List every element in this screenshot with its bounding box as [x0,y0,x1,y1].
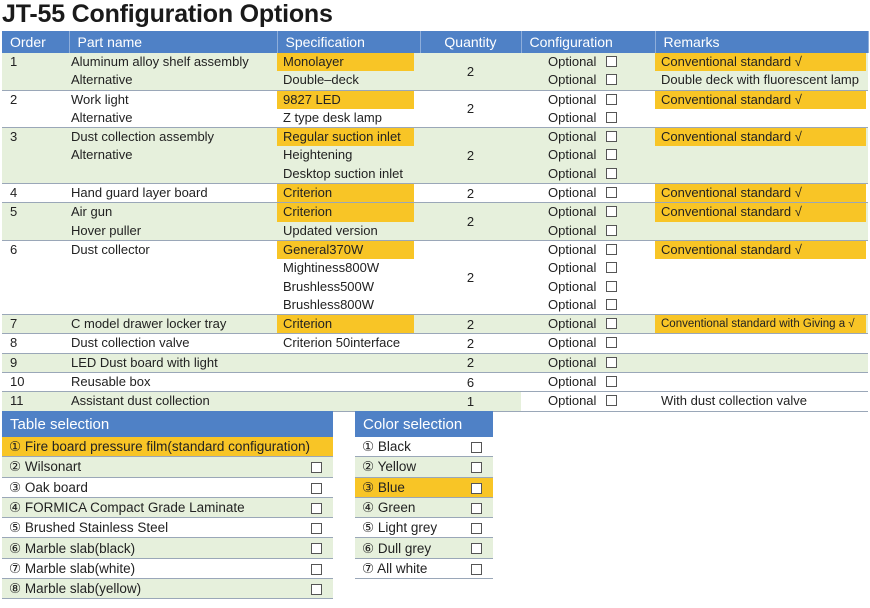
configuration-label: Optional [548,91,597,107]
configuration-option[interactable] [521,392,655,410]
configuration-option[interactable] [521,259,655,277]
table-row [2,203,868,241]
remarks-cell [655,53,868,90]
checkbox-icon[interactable] [606,131,617,142]
part-name: Hover puller [71,222,142,238]
part-name [69,259,277,277]
configuration-option[interactable] [521,373,655,391]
remarks-cell [655,373,868,392]
checkbox-icon[interactable] [606,206,617,217]
table-selection-header: Table selection [2,411,333,437]
specification-item: Criterion [277,315,414,333]
selection-option-cell[interactable] [2,437,333,457]
selection-option-label: ② Yellow [362,459,417,475]
specification-item: Heightening [283,147,353,163]
configuration-cell [521,334,655,353]
specification-item: Brushless800W [283,296,375,312]
checkbox-icon[interactable] [311,503,322,514]
remark-text [655,222,868,240]
configuration-option[interactable] [521,222,655,240]
specification-item: Brushless500W [283,278,375,294]
checkbox-icon[interactable] [606,149,617,160]
part-name-cell [69,53,277,90]
specification-item: Double–deck [283,72,359,88]
checkbox-icon[interactable] [311,523,322,534]
configuration-option[interactable] [521,354,655,372]
quantity-value: 6 [466,374,475,390]
order-cell [2,392,69,411]
specification-item: Z type desk lamp [283,109,382,125]
configuration-cell [521,203,655,241]
part-name-cell [69,128,277,184]
checkbox-icon[interactable] [606,244,617,255]
header-configuration: Configuration [521,31,655,53]
configuration-label: Optional [548,54,597,69]
selection-option[interactable] [355,518,493,538]
selection-option[interactable] [2,437,333,457]
configuration-cell [521,373,655,392]
configuration-option[interactable] [521,128,655,146]
checkbox-icon[interactable] [311,543,322,554]
remark-text [655,165,868,183]
table-row [2,392,868,411]
selection-option-cell[interactable] [355,457,493,477]
remark-text: Conventional standard √ [655,128,866,146]
order-cell [2,373,69,392]
selection-option-cell[interactable] [2,457,333,477]
quantity-value: 2 [466,148,475,164]
order-number: 10 [10,374,25,390]
order-cell [2,90,69,128]
specification-cell [277,334,420,353]
color-selection-panel [355,411,493,579]
quantity-value: 2 [466,63,475,79]
part-name-cell [69,353,277,372]
checkbox-icon[interactable] [311,584,322,595]
quantity-cell [420,373,521,392]
selection-option[interactable] [2,457,333,477]
part-name: Dust collection valve [71,335,190,351]
quantity-value: 2 [466,214,475,230]
table-selection-panel [2,411,333,599]
order-number: 2 [10,91,18,107]
configuration-option[interactable] [521,109,655,127]
selection-option[interactable] [2,538,333,558]
quantity-cell [420,392,521,411]
checkbox-icon[interactable] [606,56,617,67]
specification-cell [277,184,420,203]
quantity-value: 2 [466,101,475,117]
configuration-label: Optional [548,129,597,145]
quantity-cell [420,128,521,184]
selection-option[interactable] [355,437,493,457]
part-name: Alternative [71,147,133,163]
checkbox-icon[interactable] [606,337,617,348]
quantity-value: 2 [466,316,475,332]
selection-option-label: ① Black [362,439,411,455]
configuration-option[interactable] [521,296,655,314]
checkbox-icon[interactable] [606,225,617,236]
selection-option-label: ⑤ Brushed Stainless Steel [9,520,169,536]
selection-option-cell[interactable] [355,518,493,538]
selection-option-cell[interactable] [355,497,493,517]
selection-option-cell[interactable] [2,579,333,599]
checkbox-icon[interactable] [606,168,617,179]
part-name-cell [69,392,277,411]
quantity-value: 2 [466,185,475,201]
configuration-label: Optional [548,72,597,88]
configuration-option[interactable] [521,165,655,183]
selection-option-cell[interactable] [2,477,333,497]
remarks-cell [655,203,868,241]
quantity-value: 2 [466,355,475,371]
remark-text [655,354,868,372]
specification-cell [277,90,420,128]
selection-option-label: ⑦ Marble slab(white) [9,560,136,576]
checkbox-icon[interactable] [606,395,617,406]
specification-cell [277,315,420,334]
selection-option-label: ⑥ Dull grey [362,540,432,556]
checkbox-icon[interactable] [606,299,617,310]
part-name: Alternative [71,72,133,88]
selection-option-label: ⑦ All white [362,560,428,576]
configuration-label: Optional [548,109,597,125]
order-cell [2,240,69,314]
checkbox-icon[interactable] [606,376,617,387]
order-number: 8 [10,335,18,351]
quantity-cell [420,353,521,372]
specification-cell [277,53,420,90]
checkbox-icon[interactable] [471,503,482,514]
checkbox-icon[interactable] [606,357,617,368]
remarks-cell [655,392,868,411]
part-name: Work light [71,91,129,107]
configuration-cell [521,392,655,411]
configuration-label: Optional [548,278,597,294]
part-name-cell [69,315,277,334]
selection-option-label: ③ Oak board [9,479,88,495]
part-name [69,296,277,314]
selection-option-label: ④ FORMICA Compact Grade Laminate [9,500,245,516]
checkbox-icon[interactable] [606,94,617,105]
order-cell [2,184,69,203]
remark-text: Conventional standard √ [655,91,866,109]
order-number: 3 [10,129,18,145]
selection-option-label: ⑤ Light grey [362,520,438,536]
selection-option[interactable] [2,497,333,517]
part-name: Dust collector [71,241,150,257]
order-number: 6 [10,241,18,257]
configuration-label: Optional [548,316,597,332]
order-number: 7 [10,316,18,332]
order-cell [2,203,69,241]
configuration-label: Optional [548,260,597,276]
configuration-cell [521,128,655,184]
table-row [2,240,868,314]
checkbox-icon[interactable] [606,318,617,329]
selection-option[interactable] [2,579,333,599]
order-number: 9 [10,354,18,370]
configuration-label: Optional [548,204,597,220]
configuration-cell [521,53,655,90]
selection-option-cell[interactable] [355,558,493,578]
remark-text: Conventional standard with Giving a √ [655,315,866,333]
specification-cell [277,128,420,184]
selection-option-label: ④ Green [362,500,416,516]
configuration-option[interactable] [521,241,655,259]
part-name [69,278,277,296]
configuration-label: Optional [548,335,597,351]
remarks-cell [655,128,868,184]
quantity-cell [420,240,521,314]
checkbox-icon[interactable] [606,74,617,85]
part-name: Assistant dust collection [71,393,210,409]
configuration-label: Optional [548,393,597,409]
specification-item: General370W [277,241,414,259]
order-number: 5 [10,204,18,220]
quantity-cell [420,184,521,203]
part-name: C model drawer locker tray [71,316,227,332]
specification-item [277,392,414,410]
checkbox-icon[interactable] [606,112,617,123]
configuration-table [2,31,869,412]
checkbox-icon[interactable] [606,281,617,292]
part-name-cell [69,203,277,241]
table-row [2,184,868,203]
configuration-option[interactable] [521,91,655,109]
configuration-option[interactable] [521,146,655,164]
selection-option[interactable] [355,457,493,477]
remark-text [655,296,868,314]
table-row [2,53,868,90]
selection-option-label: ① Fire board pressure film(standard configuration) [9,439,310,455]
checkbox-icon[interactable] [311,483,322,494]
header-part-name: Part name [69,31,277,53]
remark-text: With dust collection valve [661,393,807,409]
configuration-cell [521,240,655,314]
selection-option-label: ⑥ Marble slab(black) [9,540,136,556]
order-cell [2,334,69,353]
order-number: 4 [10,185,18,201]
configuration-option[interactable] [521,71,655,89]
configuration-label: Optional [548,241,597,257]
specification-item [277,354,414,372]
configuration-cell [521,315,655,334]
quantity-cell [420,334,521,353]
part-name-cell [69,334,277,353]
selection-option-label: ⑧ Marble slab(yellow) [9,581,142,597]
part-name: Dust collection assembly [71,129,215,145]
configuration-option[interactable] [521,53,655,71]
selection-option[interactable] [2,558,333,578]
selection-option-cell[interactable] [355,477,493,497]
configuration-label: Optional [548,296,597,312]
part-name-cell [69,90,277,128]
selection-option[interactable] [2,477,333,497]
checkbox-icon[interactable] [471,564,482,575]
selection-option-cell[interactable] [2,558,333,578]
specification-item: Updated version [283,222,378,238]
selection-option-cell[interactable] [2,518,333,538]
selection-option-cell[interactable] [2,538,333,558]
remark-text [655,278,868,296]
part-name [69,165,277,183]
header-order: Order [2,31,69,53]
remarks-cell [655,184,868,203]
specification-item: 9827 LED [277,91,414,109]
remark-text [655,373,868,391]
part-name-cell [69,240,277,314]
order-number: 11 [10,393,24,409]
configuration-label: Optional [548,374,597,390]
checkbox-icon[interactable] [471,523,482,534]
specification-item: Criterion [277,203,414,221]
quantity-value: 2 [466,270,475,286]
remarks-cell [655,90,868,128]
configuration-option[interactable] [521,334,655,352]
table-row [2,90,868,128]
remark-text [655,334,868,352]
selection-option-label: ② Wilsonart [9,459,82,475]
specification-item: Monolayer [277,53,414,71]
header-specification: Specification [277,31,420,53]
checkbox-icon[interactable] [471,462,482,473]
quantity-value: 2 [466,336,475,352]
header-quantity: Quantity [420,31,521,53]
selection-option[interactable] [355,558,493,578]
quantity-cell [420,90,521,128]
order-cell [2,53,69,90]
remark-text: Conventional standard √ [655,241,866,259]
specification-item: Criterion [277,184,414,202]
header-remarks: Remarks [655,31,868,53]
configuration-cell [521,90,655,128]
selection-option-cell[interactable] [355,437,493,457]
configuration-option[interactable] [521,203,655,221]
order-number: 1 [10,54,18,69]
specification-cell [277,392,420,411]
table-row [2,128,868,184]
configuration-cell [521,353,655,372]
remark-text [655,259,868,277]
specification-cell [277,203,420,241]
configuration-label: Optional [548,147,597,163]
configuration-cell [521,184,655,203]
part-name: Reusable box [71,374,151,390]
part-name-cell [69,184,277,203]
selection-option[interactable] [355,538,493,558]
selection-option-cell[interactable] [355,538,493,558]
quantity-cell [420,53,521,90]
selection-option[interactable] [355,477,493,497]
checkbox-icon[interactable] [471,442,482,453]
table-row [2,334,868,353]
configuration-option[interactable] [521,278,655,296]
checkbox-icon[interactable] [606,262,617,273]
configuration-option[interactable] [521,184,655,202]
configuration-label: Optional [548,222,597,238]
remarks-cell [655,353,868,372]
configuration-label: Optional [548,185,597,201]
specification-cell [277,353,420,372]
checkbox-icon[interactable] [471,543,482,554]
specification-cell [277,373,420,392]
quantity-value: 1 [466,393,475,409]
remark-text: Conventional standard √ [655,184,866,202]
selection-option[interactable] [355,497,493,517]
color-selection-header: Color selection [355,411,493,437]
remarks-cell [655,240,868,314]
specification-item: Desktop suction inlet [283,165,403,181]
order-cell [2,353,69,372]
remarks-cell [655,334,868,353]
configuration-label: Optional [548,165,597,181]
order-cell [2,128,69,184]
part-name: LED Dust board with light [71,354,218,370]
remarks-cell [655,315,868,334]
part-name-cell [69,373,277,392]
page-title: JT-55 Configuration Options [2,0,333,28]
checkbox-icon[interactable] [471,483,482,494]
configuration-label: Optional [548,354,597,370]
checkbox-icon[interactable] [311,462,322,473]
remark-text: Conventional standard √ [655,53,866,71]
quantity-cell [420,315,521,334]
table-row [2,353,868,372]
remark-text: Double deck with fluorescent lamp [661,72,859,88]
specification-cell [277,240,420,314]
part-name: Hand guard layer board [71,185,208,201]
table-row [2,315,868,334]
remark-text [655,109,868,127]
quantity-cell [420,203,521,241]
part-name: Aluminum alloy shelf assembly [71,54,249,69]
specification-item: Regular suction inlet [277,128,414,146]
remark-text [655,146,868,164]
selection-option-cell[interactable] [2,497,333,517]
selection-option[interactable] [2,518,333,538]
checkbox-icon[interactable] [311,564,322,575]
specification-item [277,373,414,391]
selection-option-label: ③ Blue [362,479,405,495]
specification-item: Criterion 50interface [283,335,401,351]
order-cell [2,315,69,334]
specification-item: Mightiness800W [283,260,380,276]
configuration-option[interactable] [521,315,655,333]
remark-text: Conventional standard √ [655,203,866,221]
table-row [2,373,868,392]
part-name: Alternative [71,109,133,125]
table-header-row [2,31,868,53]
part-name: Air gun [71,204,113,220]
checkbox-icon[interactable] [606,187,617,198]
